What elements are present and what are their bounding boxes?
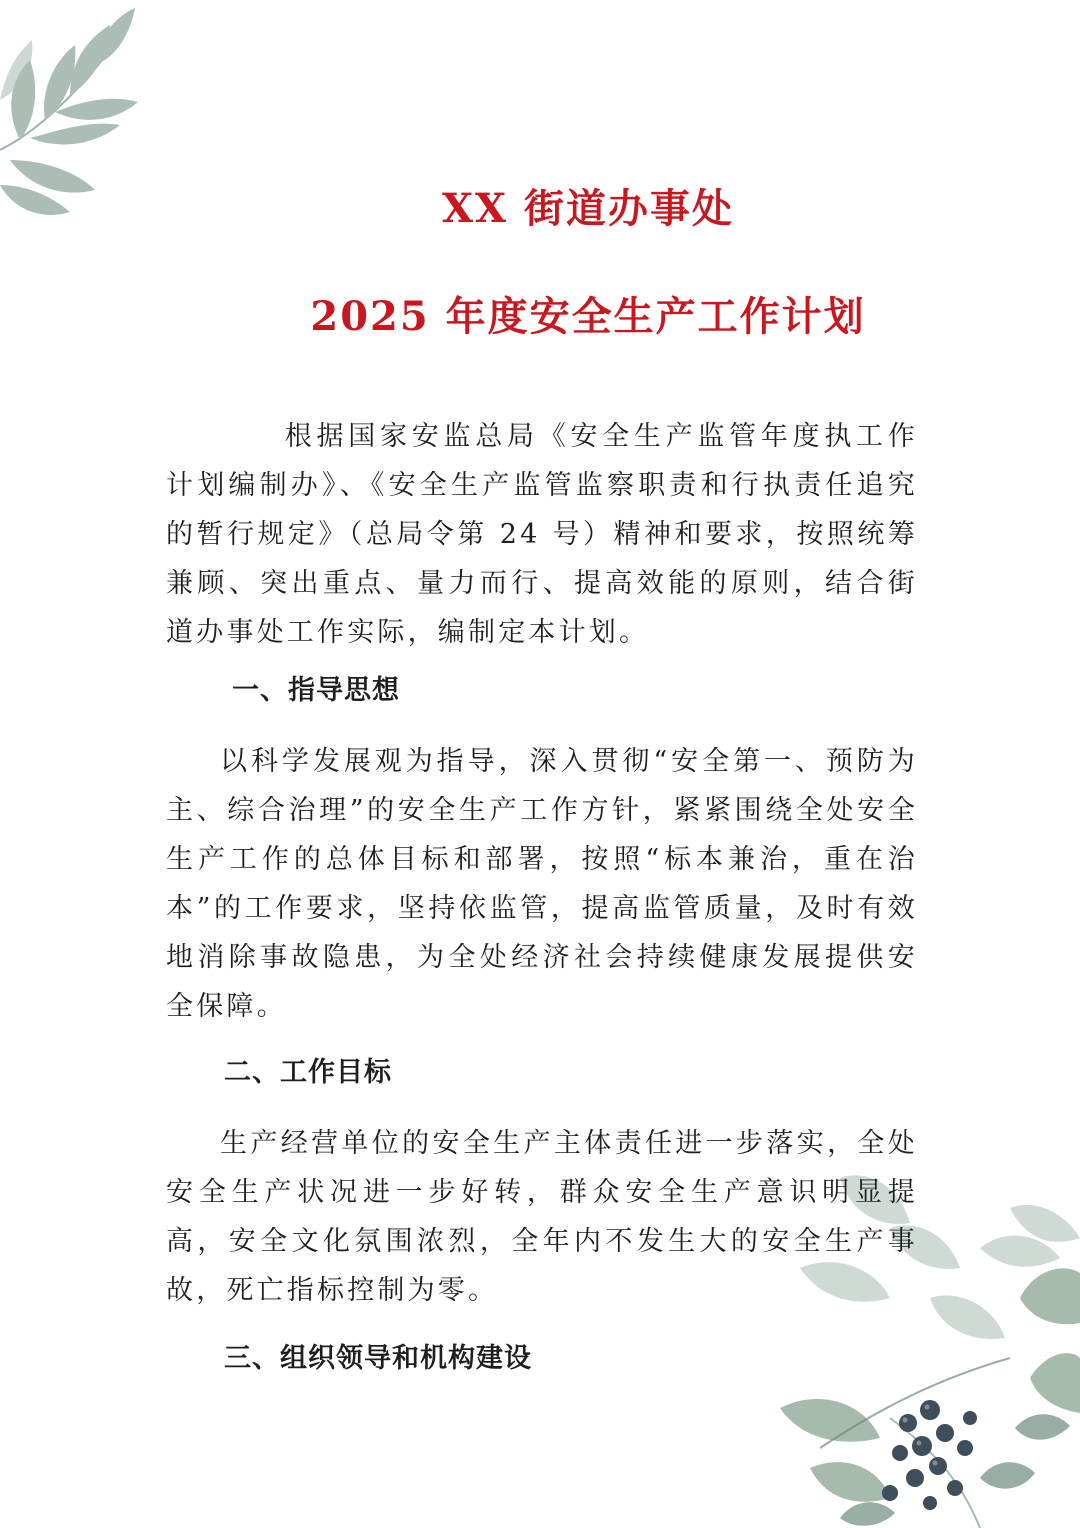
section-body-guiding-ideology: 以科学发展观为指导，深入贯彻“安全第一、预防为主、综合治理”的安全生产工作方针，紧紧围绕全处安全生产工作的总体目标和部署，按照“标本兼治，重在治本”的工作要求，坚持依监管，提高监管质量，及时有效地消除事故隐患，为全处经济社会持续健康发展提供安全保障。 (166, 746, 918, 1022)
intro-paragraph: 根据国家安监总局《安全生产监管年度执工作计划编制办》、《安全生产监管监察职责和行执责任追究的暂行规定》（总局令第 24 号）精神和要求，按照统筹兼顾、突出重点、量力而行、提高效能的原则，结合街道办事处工作实际，编制定本计划。 (166, 421, 918, 648)
document-body (166, 412, 918, 1379)
section-heading-guiding-ideology: 一、指导思想 (232, 675, 400, 706)
section-body-work-goals: 生产经营单位的安全生产主体责任进一步落实，全处安全生产状况进一步好转，群众安全生产意识明显提高，安全文化氛围浓烈，全年内不发生大的安全生产事故，死亡指标控制为零。 (166, 1128, 918, 1306)
document-title-line2: 2025 年度安全生产工作计划 (310, 292, 866, 340)
document-title-line1: XX 街道办事处 (442, 184, 734, 232)
section-heading-work-goals: 二、工作目标 (224, 1057, 392, 1088)
section-heading-organization: 三、组织领导和机构建设 (224, 1343, 532, 1374)
